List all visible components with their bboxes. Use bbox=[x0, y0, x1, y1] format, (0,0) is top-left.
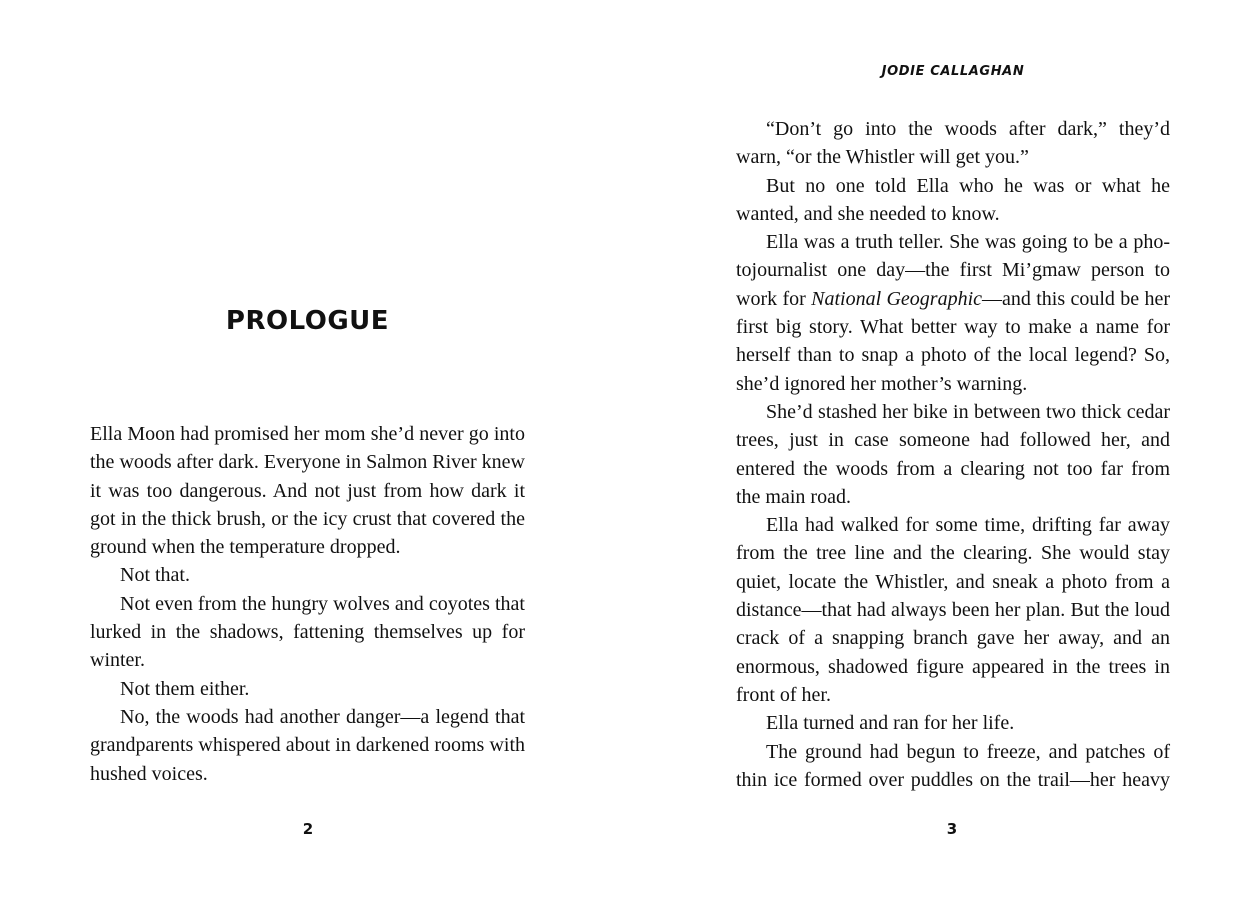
right-page bbox=[630, 0, 1260, 900]
paragraph: No, the woods had another danger—a legend that grandparents whispered about in darkened rooms with hushed voices. bbox=[90, 705, 525, 785]
paragraph: Ella turned and ran for her life. bbox=[766, 712, 1015, 735]
paragraph: “Don’t go into the woods after dark,” they’d warn, “or the Whistler will get you.” bbox=[736, 118, 1170, 169]
publication-title: National Geographic bbox=[811, 287, 982, 310]
running-head: JODIE CALLAGHAN bbox=[881, 64, 1025, 79]
page-number: 3 bbox=[946, 820, 958, 838]
right-body-text bbox=[736, 115, 1170, 794]
paragraph: Ella had walked for some time, drifting far away from the tree line and the clearing. She would stay quiet, locate the Whistler, and sneak a photo from a distance—that had always been her plan. But the loud crack of a snapping branch gave her away, and an enormous, shadowed figure appeared in the trees in front of her. bbox=[736, 514, 1170, 706]
left-body-text bbox=[90, 420, 525, 788]
paragraph bbox=[736, 228, 1170, 398]
paragraph: Ella Moon had promised her mom she’d never go into the woods after dark. Everyone in Salmon River knew it was too dangerous. And not just from how dark it got in the thick brush, or the icy crust that covered the ground when the temperature dropped. bbox=[90, 423, 525, 559]
paragraph: The ground had begun to freeze, and patches of thin ice formed over puddles on the trail—her heavy bbox=[736, 740, 1170, 791]
chapter-title: PROLOGUE bbox=[225, 306, 390, 336]
paragraph: Not that. bbox=[120, 564, 190, 587]
paragraph: Not them either. bbox=[120, 677, 250, 700]
paragraph: But no one told Ella who he was or what he wanted, and she needed to know. bbox=[736, 174, 1170, 225]
paragraph: She’d stashed her bike in between two thick cedar trees, just in case someone had followed her, and entered the woods from a clearing not too far from the main road. bbox=[736, 400, 1170, 508]
paragraph-text: —and this could be her first big story. What better way to make a name for herself than to snap a photo of the local legend? So, she’d ignored her mother’s warning. bbox=[736, 287, 1170, 395]
page-number: 2 bbox=[302, 820, 314, 838]
paragraph: Not even from the hungry wolves and coyotes that lurked in the shadows, fattening themselves up for winter. bbox=[90, 592, 525, 672]
paragraph-text: Ella was a truth teller. She was going to be a photojournalist one day—the first Mi’gmaw person to work for bbox=[736, 231, 1170, 310]
